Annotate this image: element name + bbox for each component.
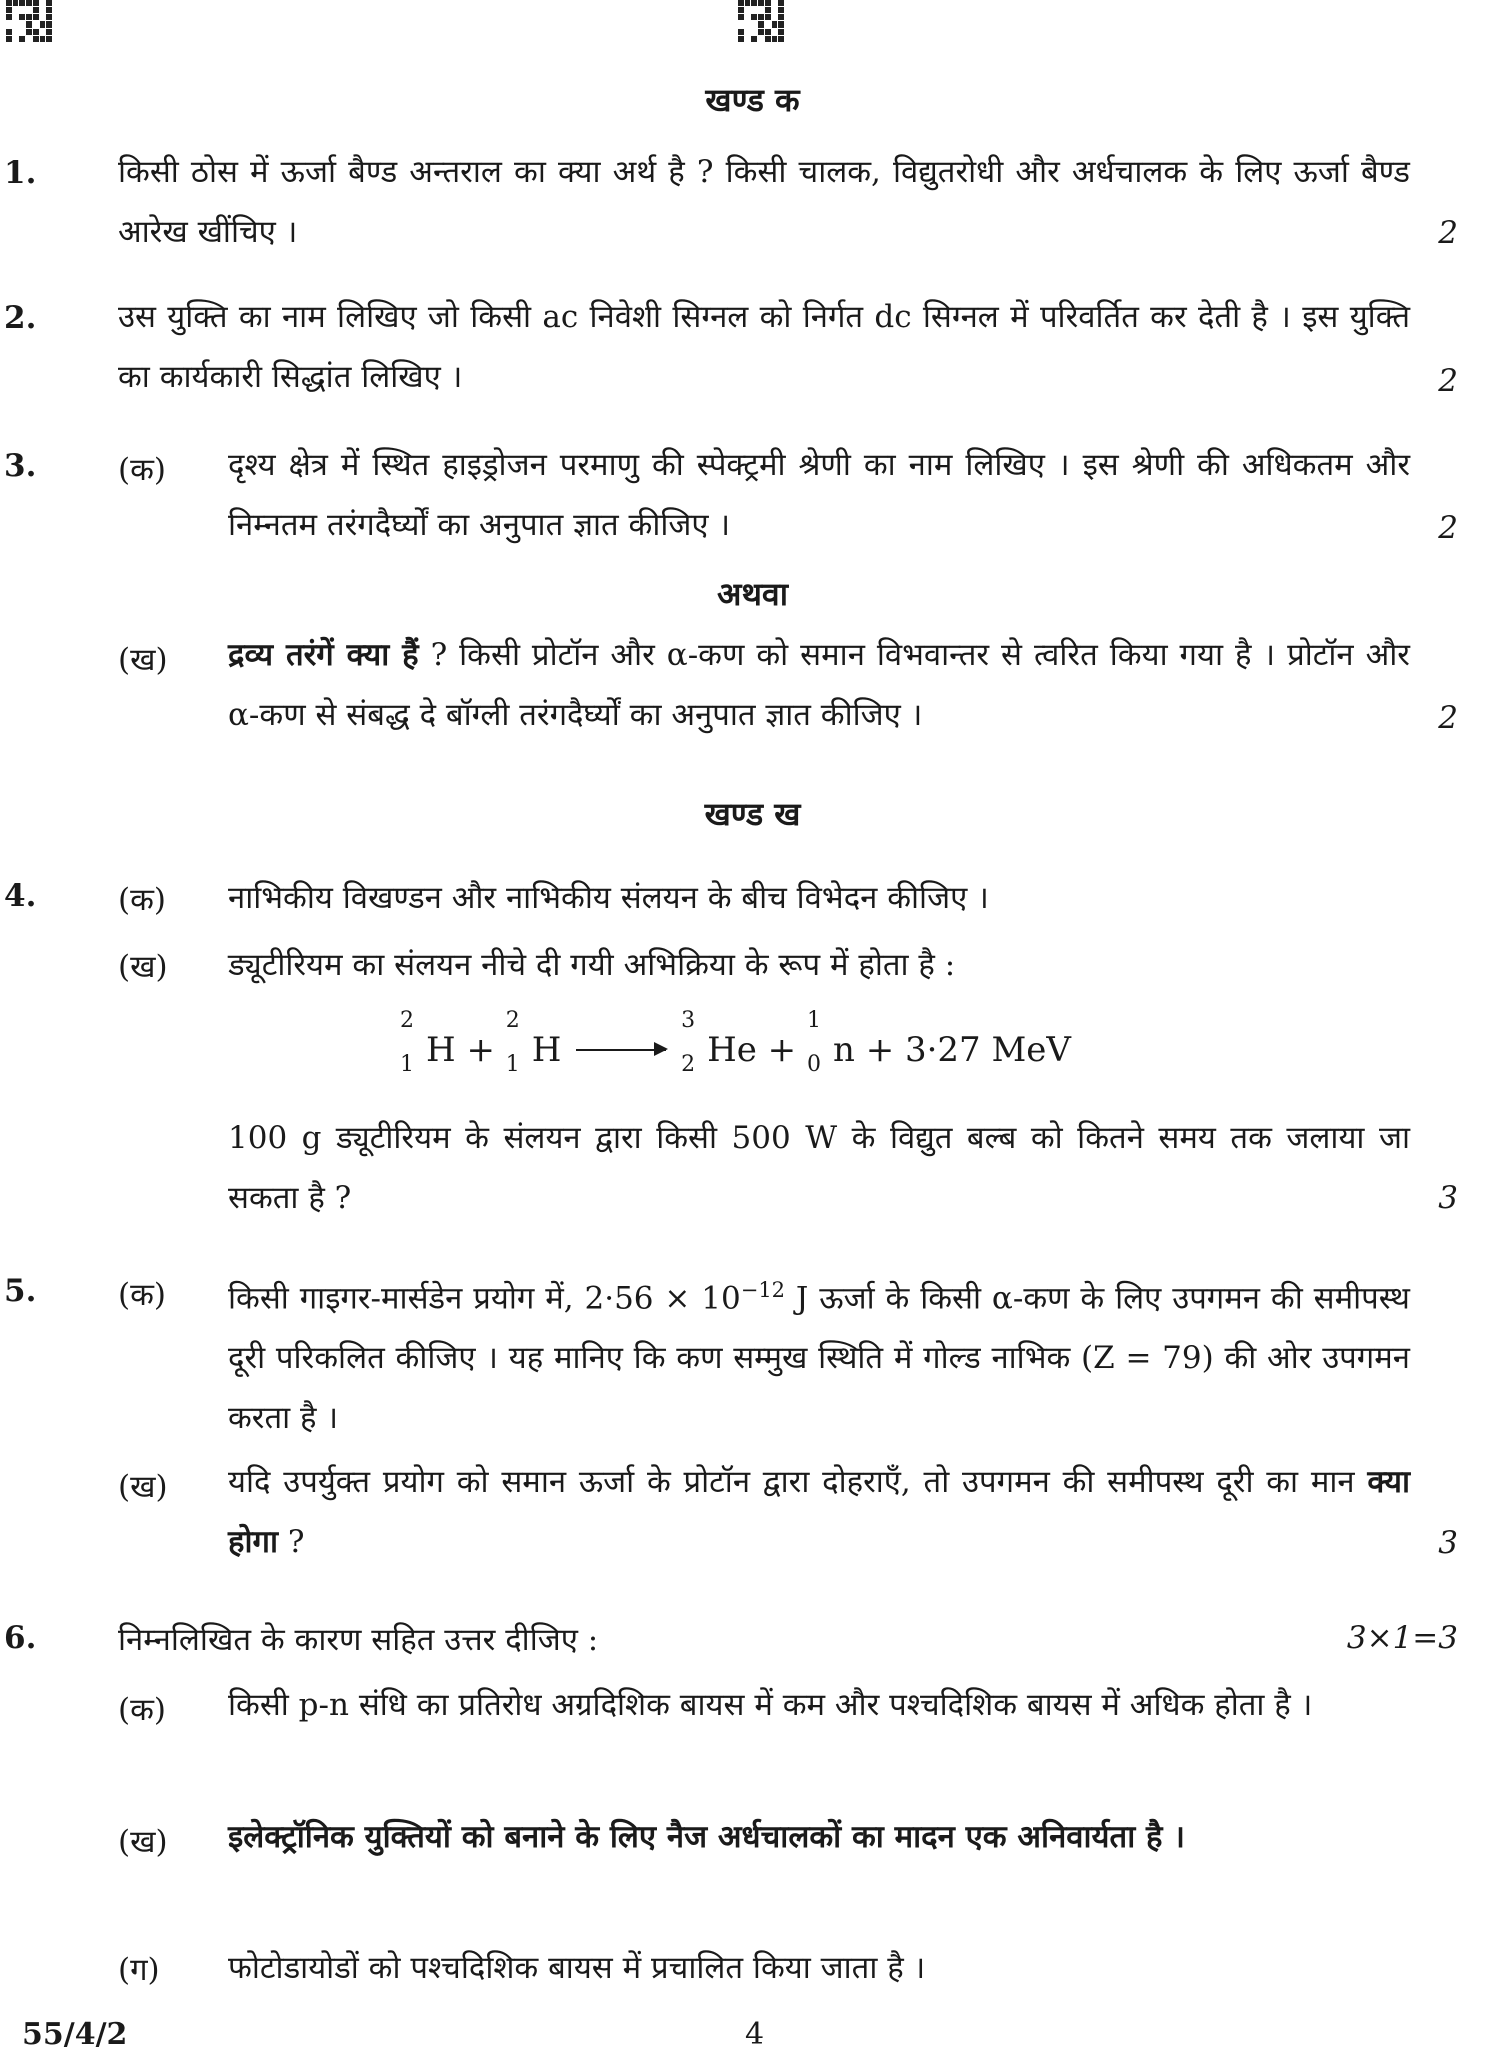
question-3b-rest: ? किसी प्रोटॉन और α-कण को समान विभवान्तर से त्वरित किया गया है । प्रोटॉन और α-कण से संबद्ध दे बॉग्ली तरंगदैर्घ्यों का अनुपात ज्ञात कीजिए ।	[228, 637, 1410, 733]
question-1-marks: 2	[1438, 215, 1458, 251]
question-number-5: 5.	[4, 1273, 37, 1309]
atomic-number: 1	[505, 1052, 520, 1077]
question-3b-bold: द्रव्य तरंगें क्या हैं	[228, 637, 419, 673]
question-3b-text	[228, 625, 1410, 745]
question-5b-label: (ख)	[118, 1469, 168, 1505]
question-2-marks: 2	[1438, 363, 1458, 399]
mass-number: 3	[681, 1008, 696, 1033]
question-number-1: 1.	[4, 155, 37, 191]
question-number-6: 6.	[4, 1620, 37, 1656]
section-heading-b: खण्ड ख	[704, 795, 801, 833]
atomic-number: 2	[681, 1052, 696, 1077]
question-5b-pre: यदि उपर्युक्त प्रयोग को समान ऊर्जा के प्रोटॉन द्वारा दोहराएँ, तो उपगमन की समीपस्थ दूरी का मान	[228, 1464, 1368, 1500]
question-5a-text	[228, 1260, 1410, 1448]
element-symbol: H	[426, 1030, 456, 1070]
energy-release: + 3·27 MeV	[865, 1030, 1071, 1070]
question-3a-marks: 2	[1438, 510, 1458, 546]
question-6-marks: 3×1=3	[1346, 1620, 1458, 1656]
nuclide-deuterium-1	[400, 1008, 456, 1077]
question-6c-text: फोटोडायोडों को पश्चदिशिक बायस में प्रचालित किया जाता है ।	[228, 1950, 926, 1986]
page-number: 4	[745, 2017, 765, 2052]
question-6b-label: (ख)	[118, 1824, 168, 1860]
question-5a-post: J ऊर्जा के किसी α-कण के लिए उपगमन की समीपस्थ दूरी परिकलित कीजिए । यह मानिए कि कण सम्मुख स्थिति में गोल्ड नाभिक (Z = 79) की ओर उपगमन करता है ।	[228, 1280, 1410, 1437]
mass-number: 2	[505, 1008, 520, 1033]
question-5-marks: 3	[1438, 1525, 1458, 1561]
reaction-arrow-icon	[576, 1049, 666, 1051]
atomic-number: 0	[806, 1052, 821, 1077]
atomic-number: 1	[400, 1052, 414, 1077]
mass-number: 2	[400, 1008, 414, 1033]
question-3a-text: दृश्य क्षेत्र में स्थित हाइड्रोजन परमाणु की स्पेक्ट्रमी श्रेणी का नाम लिखिए । इस श्रेणी की अधिकतम और निम्नतम तरंगदैर्घ्यों का अनुपात ज्ञात कीजिए ।	[228, 447, 1410, 543]
nuclide-deuterium-2	[505, 1008, 562, 1077]
question-number-3: 3.	[4, 448, 37, 484]
question-4b-label: (ख)	[118, 949, 168, 985]
question-6b-text: इलेक्ट्रॉनिक युक्तियों को बनाने के लिए नैज अर्धचालकों का मादन एक अनिवार्यता है ।	[228, 1819, 1186, 1855]
question-6a-text: किसी p-n संधि का प्रतिरोध अग्रदिशिक बायस में कम और पश्चदिशिक बायस में अधिक होता है ।	[228, 1687, 1313, 1723]
question-1-text: किसी ठोस में ऊर्जा बैण्ड अन्तराल का क्या अर्थ है ? किसी चालक, विद्युतरोधी और अर्धचालक के लिए ऊर्जा बैण्ड आरेख खींचिए ।	[118, 154, 1410, 250]
question-3b-label: (ख)	[118, 642, 168, 678]
qr-code-left	[6, 0, 52, 42]
element-symbol: He	[707, 1030, 757, 1070]
plus-sign: +	[466, 1030, 495, 1070]
section-heading-a: खण्ड क	[705, 81, 800, 119]
nuclide-neutron	[806, 1008, 855, 1077]
question-number-2: 2.	[4, 300, 37, 336]
question-5a-pre: किसी गाइगर-मार्सडेन प्रयोग में, 2·56 × 10	[228, 1280, 741, 1317]
question-6a-label: (क)	[118, 1692, 166, 1728]
question-5b-text	[228, 1452, 1410, 1572]
question-5a-label: (क)	[118, 1277, 166, 1313]
element-symbol: H	[531, 1030, 562, 1070]
or-separator: अथवा	[717, 575, 788, 613]
mass-number: 1	[806, 1008, 821, 1033]
paper-code: 55/4/2	[22, 2017, 128, 2052]
question-6c-label: (ग)	[118, 1952, 160, 1988]
exponent: −12	[740, 1278, 786, 1302]
fusion-equation	[400, 1008, 1071, 1077]
question-4a-text: नाभिकीय विखण्डन और नाभिकीय संलयन के बीच विभेदन कीजिए ।	[228, 880, 989, 916]
qr-code-center	[738, 0, 784, 42]
question-4-marks: 3	[1438, 1180, 1458, 1216]
question-5b-post: ?	[277, 1524, 305, 1560]
element-symbol: n	[832, 1030, 855, 1070]
question-4a-label: (क)	[118, 882, 166, 918]
question-4b-text: ड्यूटीरियम का संलयन नीचे दी गयी अभिक्रिया के रूप में होता है :	[228, 947, 956, 983]
question-4c-text: 100 g ड्यूटीरियम के संलयन द्वारा किसी 500 W के विद्युत बल्ब को कितने समय तक जलाया जा सकता है ?	[228, 1120, 1410, 1216]
question-6-text: निम्नलिखित के कारण सहित उत्तर दीजिए :	[118, 1622, 599, 1658]
question-5b-bold: क्या होगा	[228, 1464, 1410, 1560]
question-number-4: 4.	[4, 878, 37, 914]
question-3a-label: (क)	[118, 452, 166, 488]
plus-sign: +	[767, 1030, 797, 1070]
nuclide-helium	[681, 1008, 757, 1077]
question-2-text: उस युक्ति का नाम लिखिए जो किसी ac निवेशी सिग्नल को निर्गत dc सिग्नल में परिवर्तित कर देती है । इस युक्ति का कार्यकारी सिद्धांत लिखिए ।	[118, 299, 1410, 395]
question-3b-marks: 2	[1438, 700, 1458, 736]
